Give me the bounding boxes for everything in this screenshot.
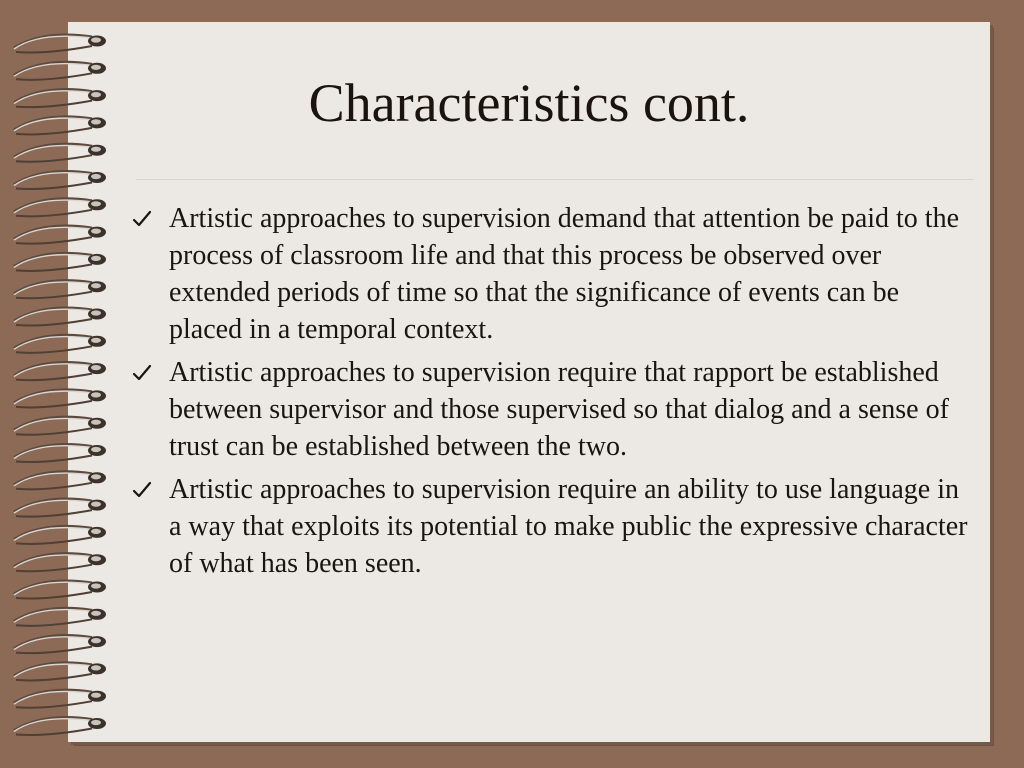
bullet-text: Artistic approaches to supervision require an ability to use language in a way that exploits its potential to make public the expressive character of what has been seen. (169, 474, 968, 579)
spiral-ring (14, 281, 106, 299)
spiral-ring (14, 144, 106, 162)
spiral-ring (14, 417, 106, 435)
spiral-ring (14, 608, 106, 626)
bullet-text: Artistic approaches to supervision require that rapport be established between supervisor and those supervised so that dialog and a sense of trust can be established between the two. (169, 357, 949, 462)
spiral-ring (14, 35, 106, 53)
spiral-ring (14, 390, 106, 408)
spiral-ring (14, 717, 106, 735)
spiral-ring (14, 581, 106, 599)
spiral-ring (14, 226, 106, 244)
title-divider (136, 179, 974, 180)
check-mark-icon (132, 354, 156, 391)
check-mark-icon (132, 200, 156, 237)
bullet-text: Artistic approaches to supervision demand that attention be paid to the process of classroom life and that this process be observed over extended periods of time so that the significance of events can be placed in a temporal context. (169, 203, 960, 345)
spiral-ring (14, 526, 106, 544)
spiral-ring (14, 253, 106, 271)
spiral-ring (14, 499, 106, 517)
check-mark-icon (132, 471, 156, 508)
spiral-ring (14, 308, 106, 326)
spiral-ring (14, 335, 106, 353)
spiral-ring (14, 554, 106, 572)
spiral-ring (14, 171, 106, 189)
spiral-ring (14, 636, 106, 654)
spiral-ring (14, 199, 106, 217)
bullet-item (132, 200, 972, 348)
spiral-ring (14, 690, 106, 708)
bullet-item (132, 471, 972, 582)
spiral-ring (14, 663, 106, 681)
bullet-list (132, 200, 972, 588)
spiral-ring (14, 472, 106, 490)
spiral-ring (14, 444, 106, 462)
spiral-ring (14, 363, 106, 381)
bullet-item (132, 354, 972, 465)
slide-title: Characteristics cont. (308, 73, 750, 133)
